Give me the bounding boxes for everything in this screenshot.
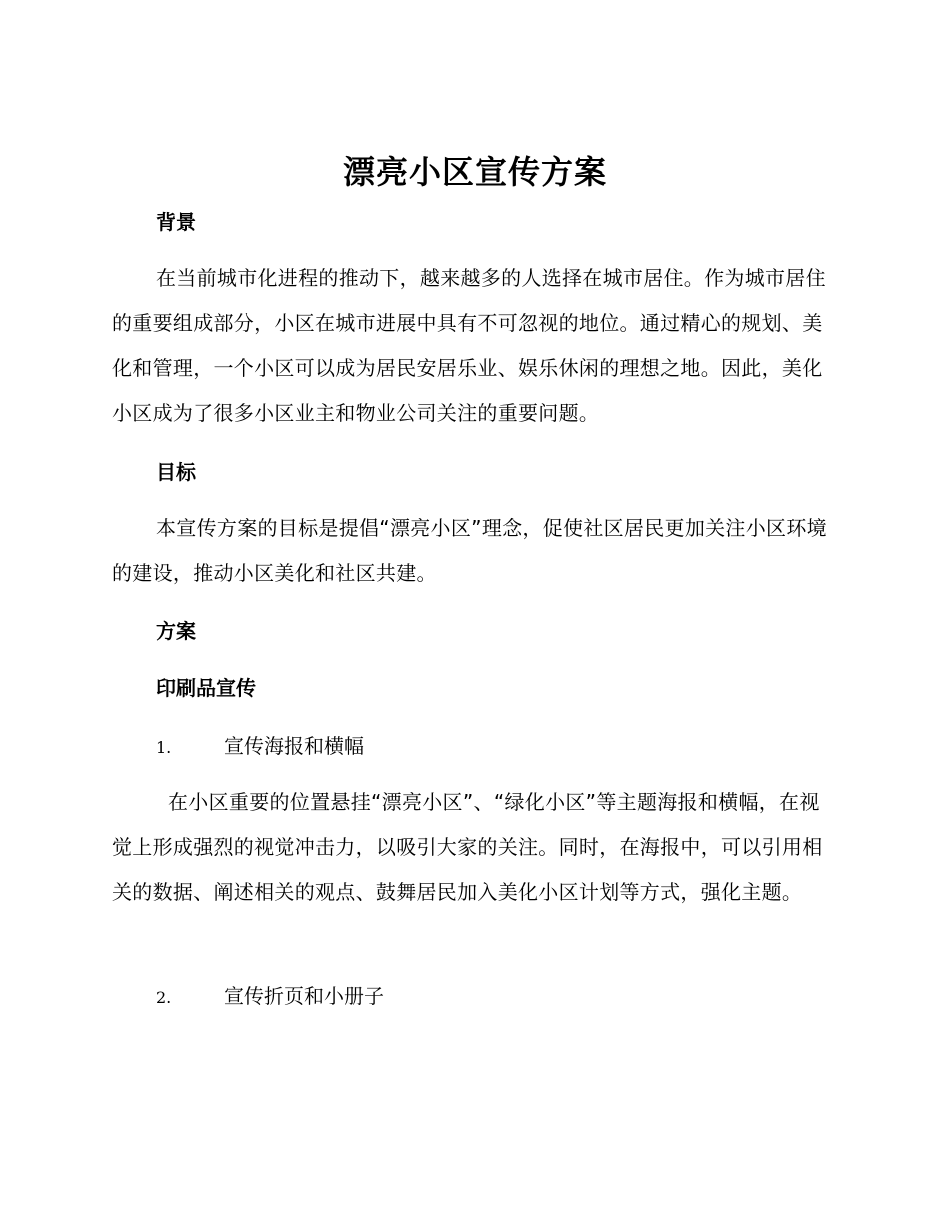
list-item-brochures bbox=[156, 982, 384, 1012]
plan-heading: 方案 bbox=[156, 619, 196, 643]
background-heading: 背景 bbox=[156, 210, 196, 234]
document-title: 漂亮小区宣传方案 bbox=[342, 153, 607, 191]
list-item-label: 宣传折页和小册子 bbox=[224, 984, 384, 1008]
goal-heading: 目标 bbox=[156, 460, 196, 484]
list-item-label: 宣传海报和横幅 bbox=[224, 734, 364, 758]
goal-paragraph: 本宣传方案的目标是提倡“漂亮小区”理念，促使社区居民更加关注小区环境的建设，推动小区美化和社区共建。 bbox=[112, 516, 827, 585]
print-promotion-heading: 印刷品宣传 bbox=[156, 676, 256, 700]
background-paragraph: 在当前城市化进程的推动下，越来越多的人选择在城市居住。作为城市居住的重要组成部分，小区在城市进展中具有不可忽视的地位。通过精心的规划、美化和管理，一个小区可以成为居民安居乐业、娱乐休闲的理想之地。因此，美化小区成为了很多小区业主和物业公司关注的重要问题。 bbox=[112, 266, 826, 425]
list-number: 1. bbox=[156, 738, 172, 757]
list-number: 2. bbox=[156, 988, 172, 1007]
list-item-posters bbox=[156, 732, 364, 762]
posters-paragraph: 在小区重要的位置悬挂“漂亮小区”、“绿化小区”等主题海报和横幅，在视觉上形成强烈的视觉冲击力，以吸引大家的关注。同时，在海报中，可以引用相关的数据、阐述相关的观点、鼓舞居民加入美化小区计划等方式，强化主题。 bbox=[112, 790, 823, 904]
